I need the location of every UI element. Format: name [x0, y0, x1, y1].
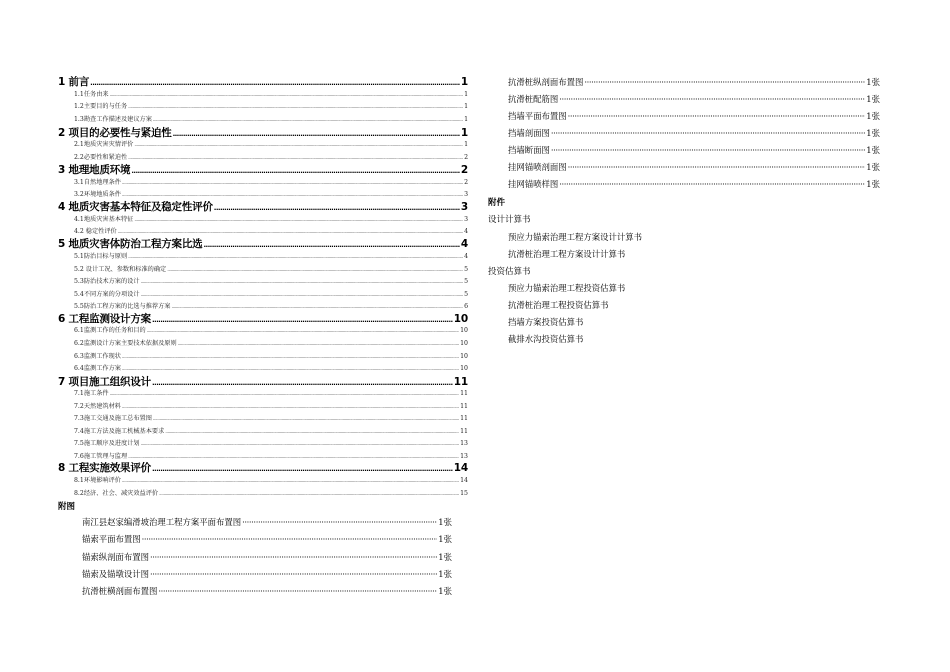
toc-dot-leader [167, 266, 463, 273]
toc-entry-title: 5 地质灾害体防治工程方案比选 [58, 238, 203, 250]
attachments-heading: 附件 [488, 198, 506, 208]
toc-entry-title: 5.3防治技术方案的设计 [74, 278, 140, 285]
toc-dot-leader [141, 291, 464, 298]
figure-dot-leader [559, 94, 865, 104]
toc-entry-title: 4 地质灾害基本特征及稳定性评价 [58, 201, 213, 213]
toc-dot-leader [122, 365, 459, 372]
toc-page-number: 10 [453, 313, 468, 325]
toc-entry-title: 2.1地质灾害灾情评价 [74, 141, 134, 148]
figure-title: 锚索平面布置图 [82, 534, 141, 544]
toc-entry-title: 5.1防治目标与原则 [74, 253, 128, 260]
toc-section-entry[interactable] [58, 289, 468, 298]
figure-title: 南江县赵家编滑坡治理工程方案平面布置图 [82, 517, 242, 527]
toc-entry-title: 7.5施工顺序及进度计划 [74, 440, 140, 447]
toc-entry-title: 4.2 稳定性评价 [74, 228, 117, 235]
toc-page-number: 2 [460, 164, 468, 176]
figure-dot-leader [551, 145, 865, 155]
toc-section-entry[interactable] [58, 351, 468, 360]
figure-count: 1张 [866, 162, 880, 172]
toc-page-number: 3 [460, 201, 468, 213]
toc-dot-leader [122, 403, 459, 410]
figure-dot-leader [150, 552, 437, 562]
toc-entry-title: 5.4不同方案的分项设计 [74, 291, 140, 298]
figures-heading: 附图 [58, 502, 76, 512]
toc-entry-title: 8 工程实施效果评价 [58, 462, 151, 474]
investment-item[interactable]: 挡墙方案投资估算书 [508, 317, 584, 327]
toc-section-entry[interactable] [58, 401, 468, 410]
investment-item[interactable]: 截排水沟投资估算书 [508, 334, 584, 344]
toc-dot-leader [141, 278, 464, 285]
toc-dot-leader [153, 415, 459, 422]
investment-heading: 投资估算书 [488, 267, 531, 277]
toc-chapter-entry[interactable] [58, 236, 468, 251]
toc-entry-title: 3 地理地质环境 [58, 164, 131, 176]
toc-page-number: 5 [464, 278, 468, 285]
figure-count: 1张 [866, 77, 880, 87]
figure-title: 挂网锚喷剖面图 [508, 162, 567, 172]
toc-entry-title: 3.2环境地质条件 [74, 191, 121, 198]
toc-page-number: 11 [453, 376, 468, 388]
toc-page-number: 5 [464, 291, 468, 298]
toc-chapter-entry[interactable] [58, 125, 468, 140]
toc-page-number: 15 [460, 490, 468, 497]
figure-title: 锚索及锚墩设计图 [82, 569, 149, 579]
figure-title: 锚索纵剖面布置图 [82, 552, 149, 562]
design-calc-heading: 设计计算书 [488, 215, 531, 225]
toc-dot-leader [165, 428, 459, 435]
figure-count: 1张 [438, 517, 452, 527]
figure-list-item[interactable] [508, 161, 880, 173]
toc-section-entry[interactable] [58, 276, 468, 285]
toc-entry-title: 7.1施工条件 [74, 390, 109, 397]
figure-count: 1张 [438, 552, 452, 562]
figure-title: 挡墙断面图 [508, 145, 550, 155]
figure-list-item[interactable] [508, 76, 880, 88]
toc-dot-leader [128, 253, 463, 260]
figure-count: 1张 [438, 586, 452, 596]
toc-section-entry[interactable] [58, 89, 468, 98]
figure-dot-leader [559, 179, 865, 189]
toc-dot-leader [141, 440, 460, 447]
toc-chapter-entry[interactable] [58, 199, 468, 214]
figure-title: 抗滑桩横剖面布置图 [82, 586, 158, 596]
figure-list-item[interactable] [508, 110, 880, 122]
toc-page-number: 14 [460, 477, 468, 484]
toc-dot-leader [118, 228, 463, 235]
figure-count: 1张 [438, 569, 452, 579]
figure-title: 挡墙平面布置图 [508, 111, 567, 121]
toc-entry-title: 1.2主要目的与任务 [74, 103, 128, 110]
figure-dot-leader [551, 128, 865, 138]
toc-page-number: 4 [460, 238, 468, 250]
toc-dot-leader [128, 103, 463, 110]
toc-page-number: 13 [460, 453, 468, 460]
figure-list-item[interactable] [82, 533, 452, 545]
toc-dot-leader [131, 164, 460, 176]
toc-page-number: 1 [464, 91, 468, 98]
toc-page-number: 11 [460, 415, 468, 422]
toc-page-number: 11 [460, 428, 468, 435]
toc-page-number: 11 [460, 390, 468, 397]
figure-count: 1张 [866, 179, 880, 189]
toc-entry-title: 6.2监测设计方案主要技术依据及原则 [74, 340, 177, 347]
toc-dot-leader [214, 201, 460, 213]
toc-entry-title: 7 项目施工组织设计 [58, 376, 151, 388]
toc-entry-title: 8.2经济、社会、减灾效益评价 [74, 490, 159, 497]
toc-dot-leader [122, 191, 463, 198]
figure-list-item[interactable] [508, 127, 880, 139]
toc-dot-leader [178, 340, 459, 347]
figure-dot-leader [568, 111, 866, 121]
toc-chapter-entry[interactable] [58, 162, 468, 177]
toc-entry-title: 1 前言 [58, 76, 90, 88]
toc-dot-leader [128, 154, 463, 161]
toc-chapter-entry[interactable] [58, 311, 468, 326]
investment-item[interactable]: 预应力锚索治理工程投资估算书 [508, 283, 626, 293]
figure-dot-leader [150, 569, 437, 579]
toc-section-entry[interactable] [58, 338, 468, 347]
figure-dot-leader [568, 162, 866, 172]
figure-title: 抗滑桩配筋图 [508, 94, 559, 104]
toc-section-entry[interactable] [58, 214, 468, 223]
toc-page-number: 2 [464, 154, 468, 161]
toc-entry-title: 1.3勘查工作描述及建议方案 [74, 116, 152, 123]
toc-page-number: 1 [460, 76, 468, 88]
toc-section-entry[interactable] [58, 325, 468, 334]
toc-entry-title: 5.5防治工程方案的比选与推荐方案 [74, 303, 171, 310]
toc-page-number: 1 [460, 127, 468, 139]
toc-dot-leader [173, 127, 460, 139]
figure-list-item[interactable] [82, 568, 452, 580]
toc-chapter-entry[interactable] [58, 374, 468, 389]
figure-count: 1张 [438, 534, 452, 544]
toc-section-entry[interactable] [58, 177, 468, 186]
toc-section-entry[interactable] [58, 426, 468, 435]
toc-entry-title: 3.1自然地理条件 [74, 179, 121, 186]
toc-dot-leader [147, 327, 459, 334]
toc-dot-leader [90, 76, 460, 88]
figure-list-item[interactable] [508, 178, 880, 190]
toc-dot-leader [159, 490, 459, 497]
figure-dot-leader [158, 586, 437, 596]
toc-chapter-entry[interactable] [58, 460, 468, 475]
toc-section-entry[interactable] [58, 114, 468, 123]
toc-dot-leader [122, 179, 463, 186]
toc-section-entry[interactable] [58, 139, 468, 148]
toc-entry-title: 6.4监测工作方案 [74, 365, 121, 372]
toc-page-number: 11 [460, 403, 468, 410]
toc-dot-leader [152, 462, 453, 474]
toc-section-entry[interactable] [58, 152, 468, 161]
toc-page-number: 6 [464, 303, 468, 310]
toc-dot-leader [110, 390, 460, 397]
toc-page-number: 3 [464, 191, 468, 198]
toc-page-number: 1 [464, 116, 468, 123]
toc-page-number: 10 [460, 365, 468, 372]
toc-section-entry[interactable] [58, 438, 468, 447]
figure-list-item[interactable] [508, 144, 880, 156]
figure-count: 1张 [866, 145, 880, 155]
toc-section-entry[interactable] [58, 451, 468, 460]
figure-count: 1张 [866, 128, 880, 138]
toc-dot-leader [152, 376, 453, 388]
toc-section-entry[interactable] [58, 413, 468, 422]
investment-item[interactable]: 抗滑桩治理工程投资估算书 [508, 300, 609, 310]
toc-dot-leader [171, 303, 463, 310]
toc-entry-title: 8.1环境影响评价 [74, 477, 121, 484]
figure-count: 1张 [866, 111, 880, 121]
figure-list-item[interactable] [508, 93, 880, 105]
toc-entry-title: 6 工程监测设计方案 [58, 313, 151, 325]
toc-page-number: 3 [464, 216, 468, 223]
toc-dot-leader [122, 353, 459, 360]
figure-dot-leader [584, 77, 865, 87]
toc-entry-title: 4.1地质灾害基本特征 [74, 216, 134, 223]
toc-page-number: 14 [453, 462, 468, 474]
toc-dot-leader [128, 453, 459, 460]
toc-entry-title: 7.6施工管理与监理 [74, 453, 128, 460]
toc-page-number: 1 [464, 103, 468, 110]
toc-entry-title: 6.3监测工作现状 [74, 353, 121, 360]
toc-section-entry[interactable] [58, 363, 468, 372]
toc-entry-title: 7.4施工方法及施工机械基本要求 [74, 428, 165, 435]
toc-page-number: 5 [464, 266, 468, 273]
toc-entry-title: 7.2天然建筑材料 [74, 403, 121, 410]
toc-dot-leader [122, 477, 459, 484]
toc-dot-leader [152, 313, 453, 325]
figure-list-item[interactable] [82, 551, 452, 563]
figure-list-item[interactable] [82, 516, 452, 528]
toc-section-entry[interactable] [58, 264, 468, 273]
figure-title: 挂网锚喷样图 [508, 179, 559, 189]
toc-entry-title: 5.2 设计工况、参数和标准的确定 [74, 266, 167, 273]
toc-entry-title: 2.2必要性和紧迫性 [74, 154, 128, 161]
toc-chapter-entry[interactable] [58, 74, 468, 89]
figure-list-item[interactable] [82, 585, 452, 597]
toc-page-number: 2 [464, 179, 468, 186]
toc-section-entry[interactable] [58, 301, 468, 310]
toc-dot-leader [134, 141, 463, 148]
toc-page-number: 10 [460, 327, 468, 334]
figure-title: 挡墙剖面图 [508, 128, 550, 138]
figure-title: 抗滑桩纵剖面布置图 [508, 77, 584, 87]
figure-dot-leader [242, 517, 437, 527]
toc-entry-title: 6.1监测工作的任务和目的 [74, 327, 146, 334]
toc-section-entry[interactable] [58, 189, 468, 198]
toc-page-number: 10 [460, 340, 468, 347]
design-calc-item[interactable]: 抗滑桩治理工程方案设计计算书 [508, 249, 626, 259]
toc-dot-leader [134, 216, 463, 223]
toc-section-entry[interactable] [58, 388, 468, 397]
toc-dot-leader [153, 116, 463, 123]
toc-page-number: 10 [460, 353, 468, 360]
figure-count: 1张 [866, 94, 880, 104]
toc-page-number: 13 [460, 440, 468, 447]
toc-section-entry[interactable] [58, 475, 468, 484]
toc-page-number: 1 [464, 141, 468, 148]
figure-dot-leader [142, 534, 438, 544]
toc-section-entry[interactable] [58, 226, 468, 235]
toc-dot-leader [203, 238, 459, 250]
toc-entry-title: 2 项目的必要性与紧迫性 [58, 127, 172, 139]
toc-page-number: 4 [464, 253, 468, 260]
toc-page-number: 4 [464, 228, 468, 235]
toc-entry-title: 1.1任务由来 [74, 91, 109, 98]
toc-section-entry[interactable] [58, 101, 468, 110]
toc-section-entry[interactable] [58, 488, 468, 497]
design-calc-item[interactable]: 预应力锚索治理工程方案设计计算书 [508, 232, 642, 242]
toc-dot-leader [110, 91, 463, 98]
toc-entry-title: 7.3施工交通及施工总布置图 [74, 415, 152, 422]
toc-section-entry[interactable] [58, 251, 468, 260]
